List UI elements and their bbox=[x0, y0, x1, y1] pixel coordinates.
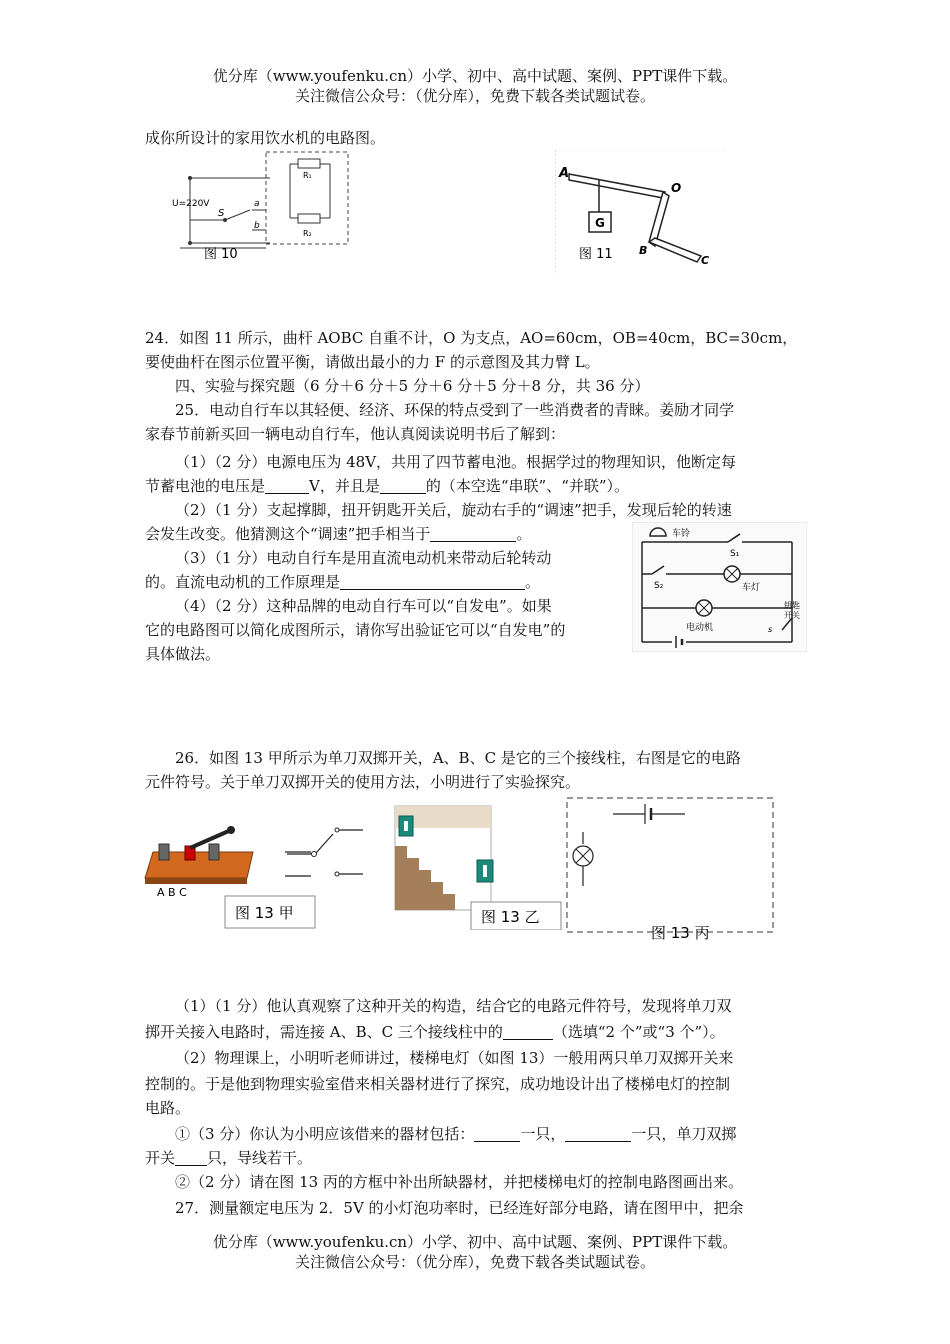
lever-ao bbox=[569, 174, 665, 198]
blank-connection[interactable] bbox=[380, 477, 426, 494]
q25-intro-2: 家春节前新买回一辆电动自行车，他认真阅读说明书后了解到： bbox=[145, 425, 566, 443]
q24-line-1: 24．如图 11 所示，曲杆 AOBC 自重不计，O 为支点，AO=60cm，OB=40cm，BC=30cm， bbox=[145, 329, 798, 347]
bike-bell: 车铃 bbox=[672, 529, 691, 539]
bike-lamp: 车灯 bbox=[742, 583, 761, 593]
bike-s1: S₁ bbox=[730, 549, 740, 559]
fig10-a: a bbox=[254, 199, 260, 209]
fig10-r2: R₂ bbox=[303, 229, 312, 238]
q25-p4-line-2: 它的电路图可以简化成图所示，请你写出验证它可以“自发电”的 bbox=[145, 621, 566, 639]
fig13c-dashed-box bbox=[567, 798, 773, 932]
fig10-caption: 图 10 bbox=[204, 247, 238, 262]
blank-motor-principle[interactable] bbox=[340, 573, 525, 590]
bike-motor: 电动机 bbox=[686, 623, 714, 633]
q26-p1-line-1: （1）（1 分）他认真观察了这种开关的构造，结合它的电路元件符号，发现将单刀双 bbox=[175, 997, 732, 1015]
q25-intro-1: 25．电动自行车以其轻便、经济、环保的特点受到了一些消费者的青睐。姜励才同学 bbox=[175, 401, 735, 419]
q26-s2: ②（2 分）请在图 13 丙的方框中补出所缺器材，并把楼梯电灯的控制电路图画出来。 bbox=[175, 1173, 743, 1191]
blank-terminal-count[interactable] bbox=[503, 1023, 553, 1040]
q25-p3-line-1: （3）（1 分）电动自行车是用直流电动机来带动后轮转动 bbox=[175, 549, 552, 567]
fig13a-caption: 图 13 甲 bbox=[235, 904, 294, 922]
header-line-2: 关注微信公众号：（优分库），免费下载各类试题试卷。 bbox=[294, 87, 655, 105]
q25-p1-line-1: （1）（2 分）电源电压为 48V，共用了四节蓄电池。根据学过的物理知识，他断定每 bbox=[175, 453, 737, 471]
blank-equipment-2[interactable] bbox=[565, 1125, 631, 1142]
spdt-switch-symbol bbox=[283, 820, 368, 890]
figure-10 bbox=[170, 148, 355, 266]
q24-line-2: 要使曲杆在图示位置平衡，请做出最小的力 F 的示意图及其力臂 L。 bbox=[145, 353, 600, 371]
blank-equipment-1[interactable] bbox=[474, 1125, 520, 1142]
lever-ob bbox=[649, 192, 669, 246]
switch-s bbox=[225, 210, 250, 220]
q26-s1-line-2: 开关 只，导线若干。 bbox=[145, 1149, 313, 1167]
fig11-o: O bbox=[671, 181, 682, 195]
q25-p4-line-3: 具体做法。 bbox=[145, 645, 221, 663]
q26-p1-line-2: 掷开关接入电路时，需连接 A、B、C 三个接线柱中的 （选填“2 个”或“3 个”）。 bbox=[145, 1023, 725, 1041]
bike-s: s bbox=[768, 625, 773, 634]
q23-tail: 成你所设计的家用饮水机的电路图。 bbox=[145, 129, 386, 147]
section-4-heading: 四、实验与探究题（6 分＋6 分＋5 分＋6 分＋5 分＋8 分，共 36 分） bbox=[175, 377, 650, 395]
figure-13-b bbox=[393, 804, 563, 930]
bike-s2: S₂ bbox=[654, 581, 664, 591]
q25-p1-line-2: 节蓄电池的电压是 V，并且是 的（本空选“串联”、“并联”）。 bbox=[145, 477, 630, 495]
blank-switch-count[interactable] bbox=[175, 1149, 207, 1166]
blank-speed-handle[interactable] bbox=[430, 525, 516, 542]
q25-p2-line-2: 会发生改变。他猜测这个“调速”把手相当于 。 bbox=[145, 525, 532, 543]
q26-s1-line-1: ①（3 分）你认为小明应该借来的器材包括： 一只， 一只，单刀双掷 bbox=[175, 1125, 737, 1143]
q26-line-2: 元件符号。关于单刀双掷开关的使用方法，小明进行了实验探究。 bbox=[145, 773, 581, 791]
bike-key: 钥匙 bbox=[784, 601, 800, 610]
q26-line-1: 26．如图 13 甲所示为单刀双掷开关，A、B、C 是它的三个接线柱，右图是它的电路 bbox=[175, 749, 741, 767]
q25-p4-line-1: （4）（2 分）这种品牌的电动自行车可以“自发电”。如果 bbox=[175, 597, 552, 615]
fig11-c: C bbox=[701, 254, 710, 267]
terminal-c bbox=[209, 844, 219, 860]
header-line-1: 优分库（www.youfenku.cn）小学、初中、高中试题、案例、PPT课件下载。 bbox=[212, 67, 738, 85]
fig11-g: G bbox=[595, 216, 605, 230]
fig13b-caption: 图 13 乙 bbox=[481, 908, 540, 926]
blank-battery-voltage[interactable] bbox=[265, 477, 309, 494]
footer-line-2: 关注微信公众号：（优分库），免费下载各类试题试卷。 bbox=[294, 1253, 655, 1271]
fig11-caption: 图 11 bbox=[579, 247, 613, 262]
bike-circuit-diagram bbox=[632, 522, 807, 652]
q26-p2-line-1: （2）物理课上，小明听老师讲过，楼梯电灯（如图 13）一般用两只单刀双掷开关来 bbox=[175, 1049, 734, 1067]
terminal-a bbox=[159, 844, 169, 860]
fig10-b: b bbox=[254, 221, 260, 231]
q26-p2-line-2: 控制的。于是他到物理实验室借来相关器材进行了探究，成功地设计出了楼梯电灯的控制 bbox=[145, 1075, 731, 1093]
fig11-b: B bbox=[639, 244, 648, 257]
q25-p2-line-1: （2）（1 分）支起撑脚，扭开钥匙开关后，旋动右手的“调速”把手，发现后轮的转速 bbox=[175, 501, 732, 519]
footer-line-1: 优分库（www.youfenku.cn）小学、初中、高中试题、案例、PPT课件下载。 bbox=[212, 1233, 738, 1251]
figure-11 bbox=[555, 150, 725, 275]
resistor-r1 bbox=[298, 159, 320, 168]
q25-p3-line-2: 的。直流电动机的工作原理是 。 bbox=[145, 573, 541, 591]
fig10-s: S bbox=[218, 208, 225, 219]
fig11-a: A bbox=[559, 166, 570, 181]
fig13c-caption: 图 13 丙 bbox=[651, 924, 710, 942]
q27-line-1: 27．测量额定电压为 2．5V 的小灯泡功率时，已经连好部分电路，请在图甲中，把余 bbox=[175, 1199, 744, 1217]
bike-key-2: 开关 bbox=[784, 611, 800, 620]
fig13a-terminals: A B C bbox=[157, 886, 187, 899]
lever-bc bbox=[649, 238, 701, 262]
fig10-voltage: U=220V bbox=[172, 199, 210, 209]
q26-p2-line-3: 电路。 bbox=[145, 1099, 191, 1117]
resistor-r2 bbox=[298, 214, 320, 223]
figure-13-c bbox=[565, 796, 777, 944]
fig10-r1: R₁ bbox=[303, 171, 312, 180]
